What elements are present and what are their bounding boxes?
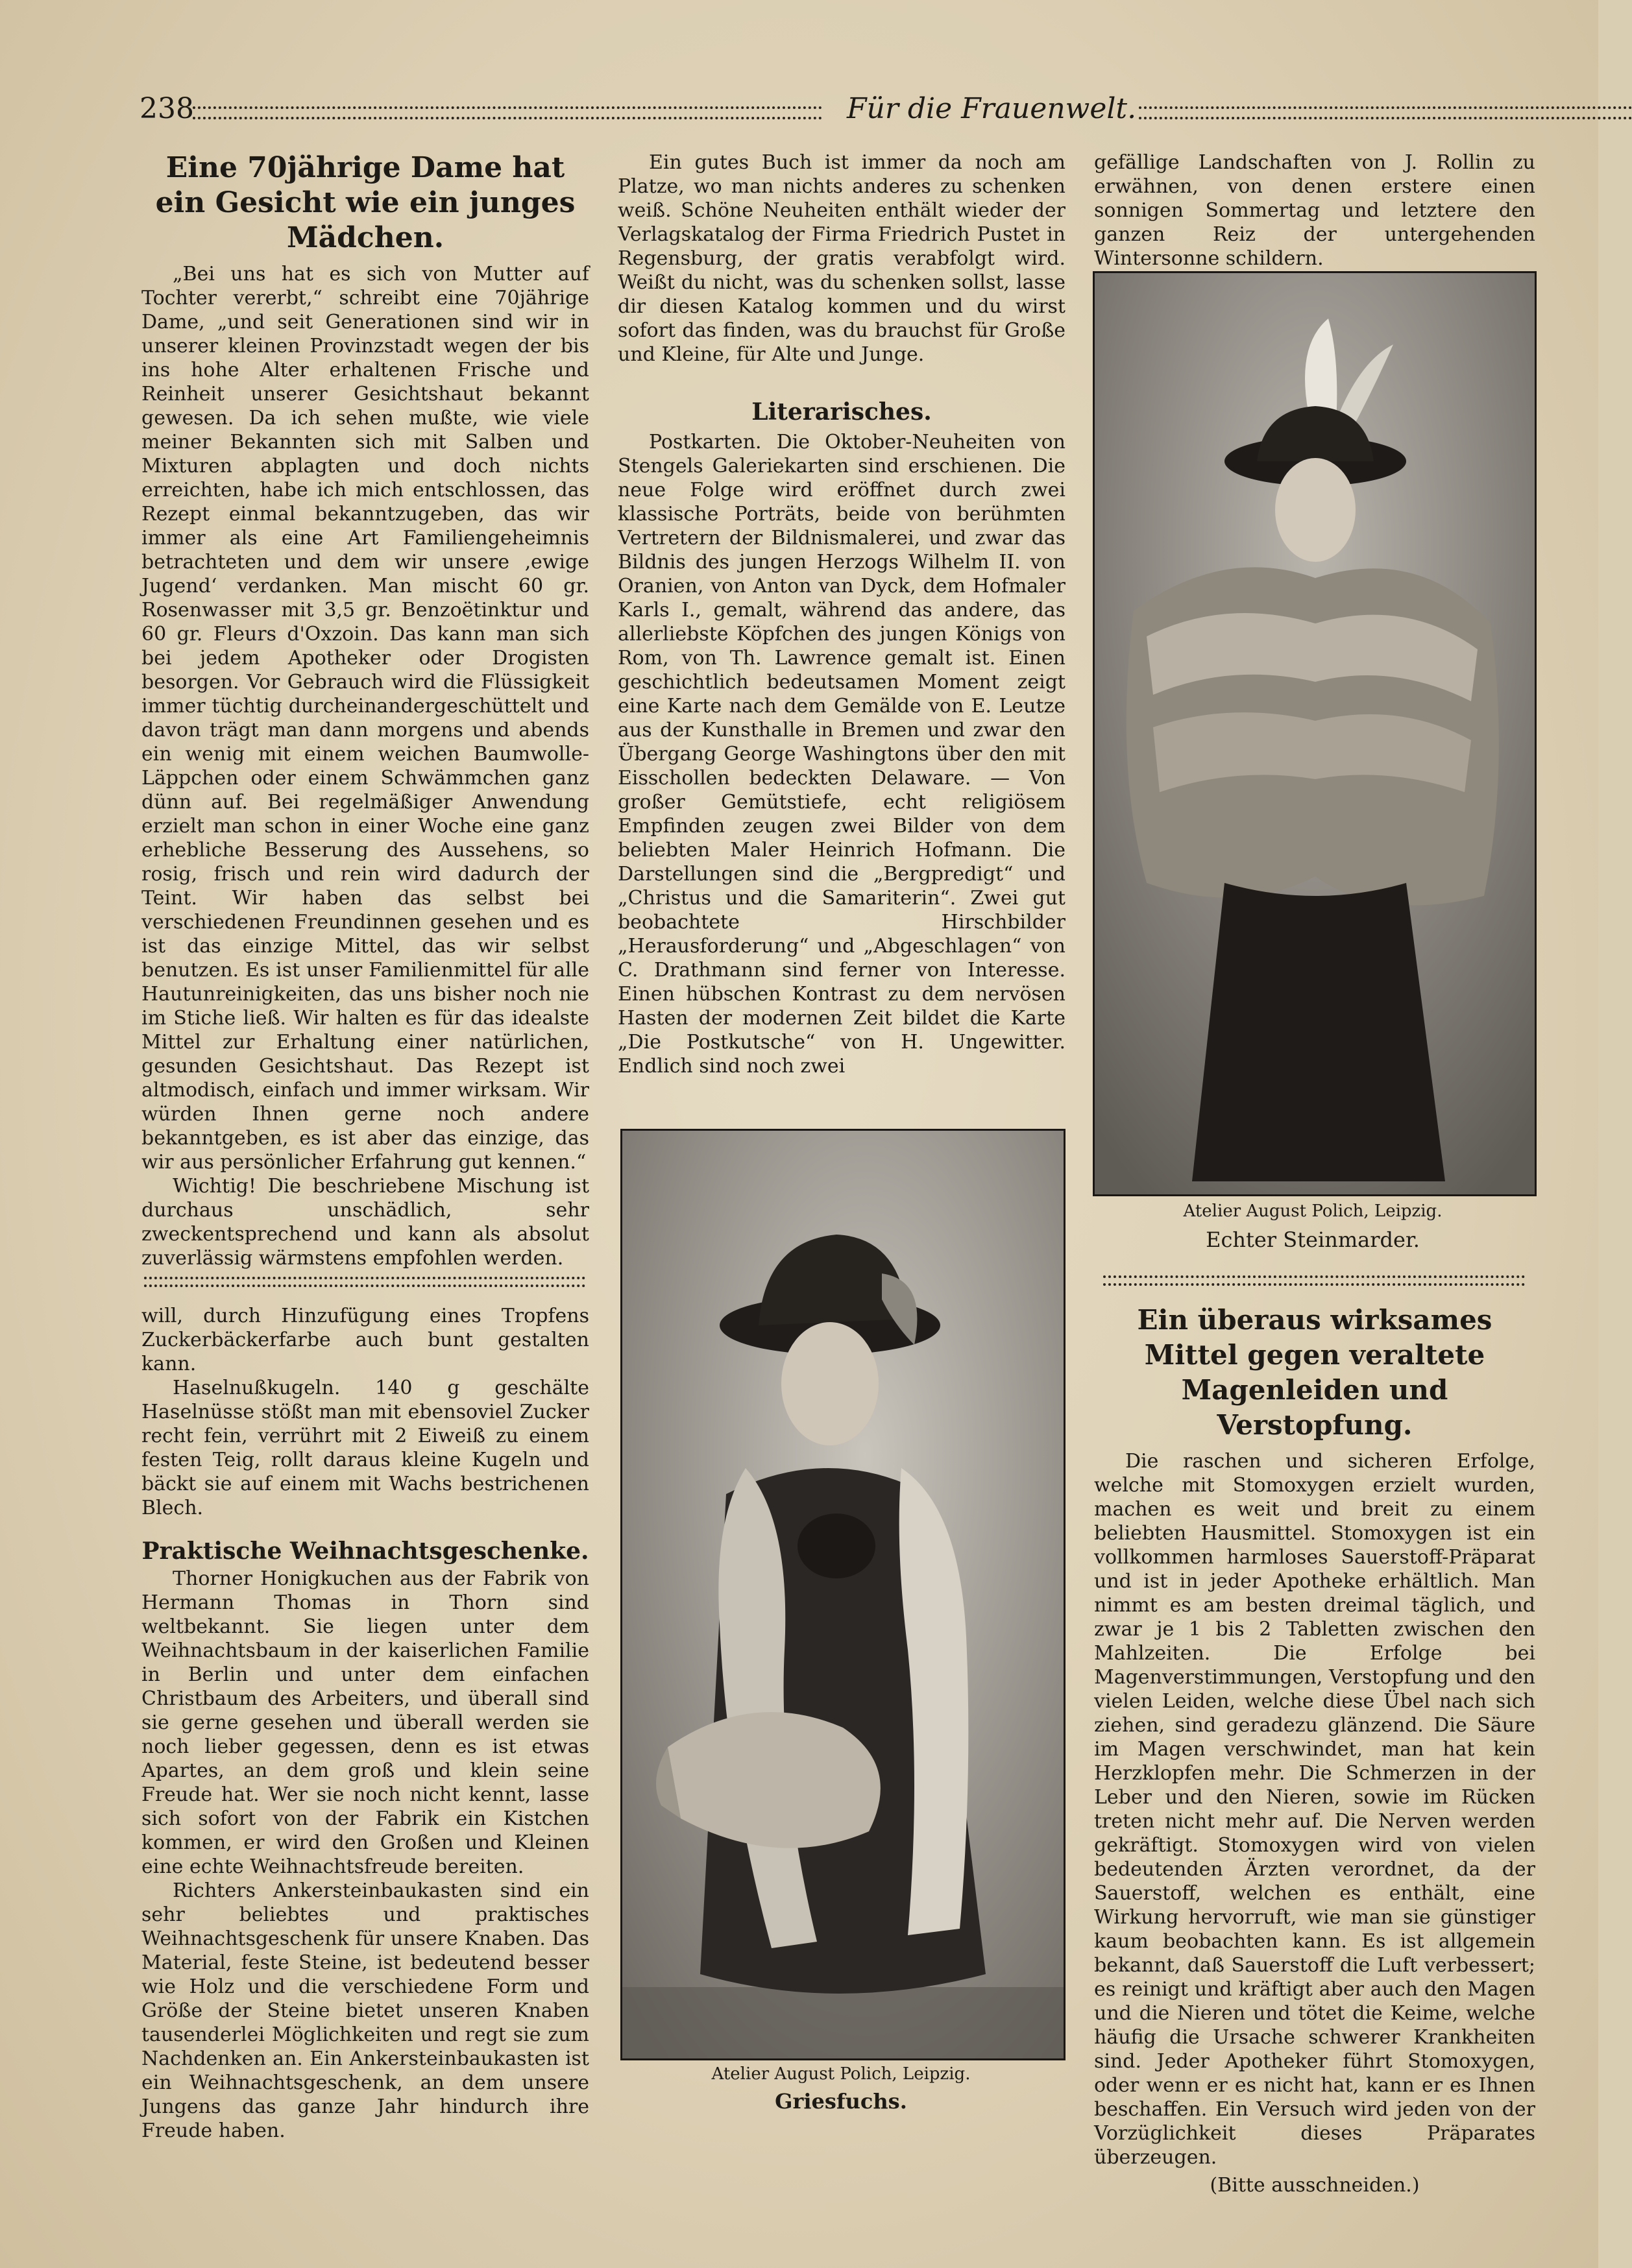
photo-steinmarder: [1093, 271, 1537, 1196]
column2-text: [618, 151, 1066, 1078]
photo-title-griesfuchs: Griesfuchs.: [775, 2089, 907, 2114]
header-ornament-right: [1139, 106, 1632, 119]
photo-credit-griesfuchs: Atelier August Polich, Leipzig.: [711, 2064, 971, 2084]
gift-richters-ankersteinbaukasten: Richters Ankersteinbaukasten sind ein sehr beliebtes und praktisches Weihnachtsgeschenk für unsere Knaben. Das Material, feste Steine, ist bedeutend besser wie Holz und die verschiedene Form und Größe der Steine bietet unseren Knaben tausenderlei Möglichkeiten und regt sie zum Nachdenken an. Ein Ankersteinbaukasten ist ein Weihnachtsgeschenk, an dem unsere Jungens das ganze Jahr hindurch ihre Freude haben.: [141, 1879, 589, 2142]
woman-with-fox-fur-illustration: [622, 1131, 1064, 2058]
photo-title-steinmarder: Echter Steinmarder.: [1206, 1227, 1420, 1252]
article-note: Wichtig! Die beschriebene Mischung ist durchaus unschädlich, sehr zweckentsprechend und kann als absolut zuverlässig wärmstens empfohlen werden.: [141, 1175, 589, 1270]
ad-body: Die raschen und sicheren Erfolge, welche mit Stomoxygen erzielt wurden, machen es weit und breit zu einem beliebten Hausmittel. Stomoxygen ist ein vollkommen harmloses Sauerstoff-Präparat und ist in jeder Apotheke erhältlich. Man nimmt es am besten dreimal täglich, und zwar je 1 bis 2 Tabletten zwischen den Mahlzeiten. Die Erfolge bei Magenverstimmungen, Verstopfung und den vielen Leiden, welche diese Übel nach sich ziehen, sind geradezu glänzend. Die Säure im Magen verschwindet, man hat kein Herzklopfen mehr. Die Schmerzen in der Leber und den Nieren, sowie im Rücken treten nicht mehr auf. Die Nerven werden gekräftigt. Stomoxygen wird von vielen bedeutenden Ärzten verordnet, da der Sauerstoff, welchen es enthält, eine Wirkung hervorruft, wie man sie günstiger kaum beobachten kann. Es ist allgemein bekannt, daß Sauerstoff die Luft verbessert; es reinigt und kräftigt aber auch den Magen und die Nieren und tötet die Keime, welche häufig die Ursache schwerer Krankheiten sind. Jeder Apotheker führt Stomoxygen, oder wenn er es nicht hat, kann er es Ihnen beschaffen. Ein Versuch wird jeden von der Vorzüglichkeit dieses Präparates überzeugen.: [1094, 1450, 1535, 2169]
recipe-continuation: will, durch Hinzufügung eines Tropfens Zuckerbäckerfarbe auch bunt gestalten kann.: [141, 1305, 589, 1375]
page-number: 238: [140, 92, 194, 125]
article-title: Eine 70jährige Dame hat ein Gesicht wie ein junges Mädchen.: [155, 151, 576, 254]
landscapes-continuation: gefällige Landschaften von J. Rollin zu erwähnen, von denen erstere einen sonnigen Sommertag und letztere den ganzen Reiz der untergehenden Wintersonne schildern.: [1094, 151, 1535, 270]
recipe-haselnuss: Haselnußkugeln. 140 g geschälte Haselnüsse stößt man mit ebensoviel Zucker recht fein, verrührt mit 2 Eiweiß zu einem festen Teig, rollt daraus kleine Kugeln und bäckt sie auf einem mit Wachs bestrichenen Blech.: [141, 1377, 589, 1519]
stomoxygen-advertisement: [1094, 1303, 1535, 2197]
article-70-year-old-lady: [141, 151, 589, 1270]
column1-lower: [141, 1304, 589, 2142]
article-body: „Bei uns hat es sich von Mutter auf Tochter vererbt,“ schreibt eine 70jährige Dame, „und seit Generationen sind wir in unserer kleinen Provinzstadt wegen der bis ins hohe Alter erhaltenen Frische und Reinheit unserer Gesichtshaut bekannt gewesen. Da ich sehen mußte, wie viele meiner Bekannten sich mit Salben und Mixturen abplagten und doch nichts erreichten, habe ich mich entschlossen, das Rezept einmal bekanntzugeben, das wir immer als eine Art Familiengeheimnis betrachteten und dem wir unsere ‚ewige Jugend‘ verdanken. Man mischt 60 gr. Rosenwasser mit 3,5 gr. Benzoëtinktur und 60 gr. Fleurs d'Oxzoin. Das kann man sich bei jedem Apotheker oder Drogisten besorgen. Vor Gebrauch wird die Flüssigkeit immer tüchtig durcheinandergeschüttelt und davon trägt man dann morgens und abends ein wenig mit einem weichen Baumwolle-Läppchen oder einem Schwämmchen ganz dünn auf. Bei regelmäßiger Anwendung erzielt man schon in einer Woche eine ganz erhebliche Besserung des Aussehens, so rosig, frisch und rein wird dadurch der Teint. Wir haben das selbst bei verschiedenen Freundinnen gesehen und es ist das einzige Mittel, das wir selbst benutzen. Es ist unser Familienmittel für alle Hautunreinigkeiten, das uns bisher noch nie im Stiche ließ. Wir halten es für das idealste Mittel zur Erhaltung einer natürlichen, gesunden Gesichtshaut. Das Rezept ist altmodisch, einfach und immer wirksam. Wir würden Ihnen gerne noch andere bekanntgeben, es ist aber das einzige, das wir aus persönlicher Erfahrung gut kennen.“: [141, 263, 589, 1174]
column3-separator: [1103, 1275, 1525, 1286]
ad-footer: (Bitte ausschneiden.): [1210, 2174, 1420, 2197]
gifts-title: Praktische Weihnachtsgeschenke.: [141, 1538, 589, 1565]
column3-top-text: [1094, 151, 1535, 270]
photo-griesfuchs: [620, 1129, 1066, 2060]
column1-separator: [144, 1277, 585, 1287]
header-ornament-left: [193, 106, 822, 119]
running-title: Für die Frauenwelt.: [847, 92, 1137, 125]
ad-title: Ein überaus wirksames Mittel gegen veraltete Magenleiden und Verstopfung.: [1137, 1304, 1492, 1441]
literary-title: Literarisches.: [751, 398, 932, 426]
postcards-paragraph: Postkarten. Die Oktober-Neuheiten von Stengels Galeriekarten sind erschienen. Die neue Folge wird eröffnet durch zwei klassische Porträts, beide von berühmten Vertretern der Bildnismalerei, und zwar das Bildnis des jungen Herzogs Wilhelm II. von Oranien, von Anton van Dyck, dem Hofmaler Karls I., gemalt, während das andere, das allerliebste Köpfchen des jungen Königs von Rom, von Th. Lawrence gemalt ist. Einen geschichtlich bedeutsamen Moment zeigt eine Karte nach dem Gemälde von E. Leutze aus der Kunsthalle in Bremen und zwar den Übergang George Washingtons über den mit Eisschollen bedeckten Delaware. — Von großer Gemütstiefe, echt religiösem Empfinden zeugen zwei Bilder von dem beliebten Maler Heinrich Hofmann. Die Darstellungen sind die „Bergpredigt“ und „Christus und die Samariterin“. Zwei gut beobachtete Hirschbilder „Herausforderung“ und „Abgeschlagen“ von C. Drathmann sind ferner von Interesse. Einen hübschen Kontrast zu dem nervösen Hasten der modernen Zeit bildet die Karte „Die Postkutsche“ von H. Ungewitter. Endlich sind noch zwei: [618, 431, 1066, 1078]
woman-with-marten-fur-illustration: [1095, 273, 1535, 1194]
photo-credit-steinmarder: Atelier August Polich, Leipzig.: [1183, 1201, 1443, 1221]
gift-thorner-honigkuchen: Thorner Honigkuchen aus der Fabrik von Hermann Thomas in Thorn sind weltbekannt. Sie liegen unter dem Weihnachtsbaum in der kaiserlichen Familie in Berlin und unter dem einfachen Christbaum des Arbeiters, und überall sind sie gerne gesehen und überall werden sie noch lieber gegessen, denn es ist etwas Apartes, an dem groß und klein seine Freude hat. Wer sie noch nicht kennt, lasse sich sofort von der Fabrik ein Kistchen kommen, er wird den Großen und Kleinen eine echte Weihnachtsfreude bereiten.: [141, 1567, 589, 1878]
page-header: [140, 92, 1528, 131]
good-book-paragraph: Ein gutes Buch ist immer da noch am Platze, wo man nichts anderes zu schenken weiß. Schöne Neuheiten enthält wieder der Verlagskatalog der Firma Friedrich Pustet in Regensburg, der gratis verabfolgt wird. Weißt du nicht, was du schenken sollst, lasse dir diesen Katalog kommen und du wirst sofort das finden, was du brauchst für Große und Kleine, für Alte und Junge.: [618, 151, 1066, 366]
